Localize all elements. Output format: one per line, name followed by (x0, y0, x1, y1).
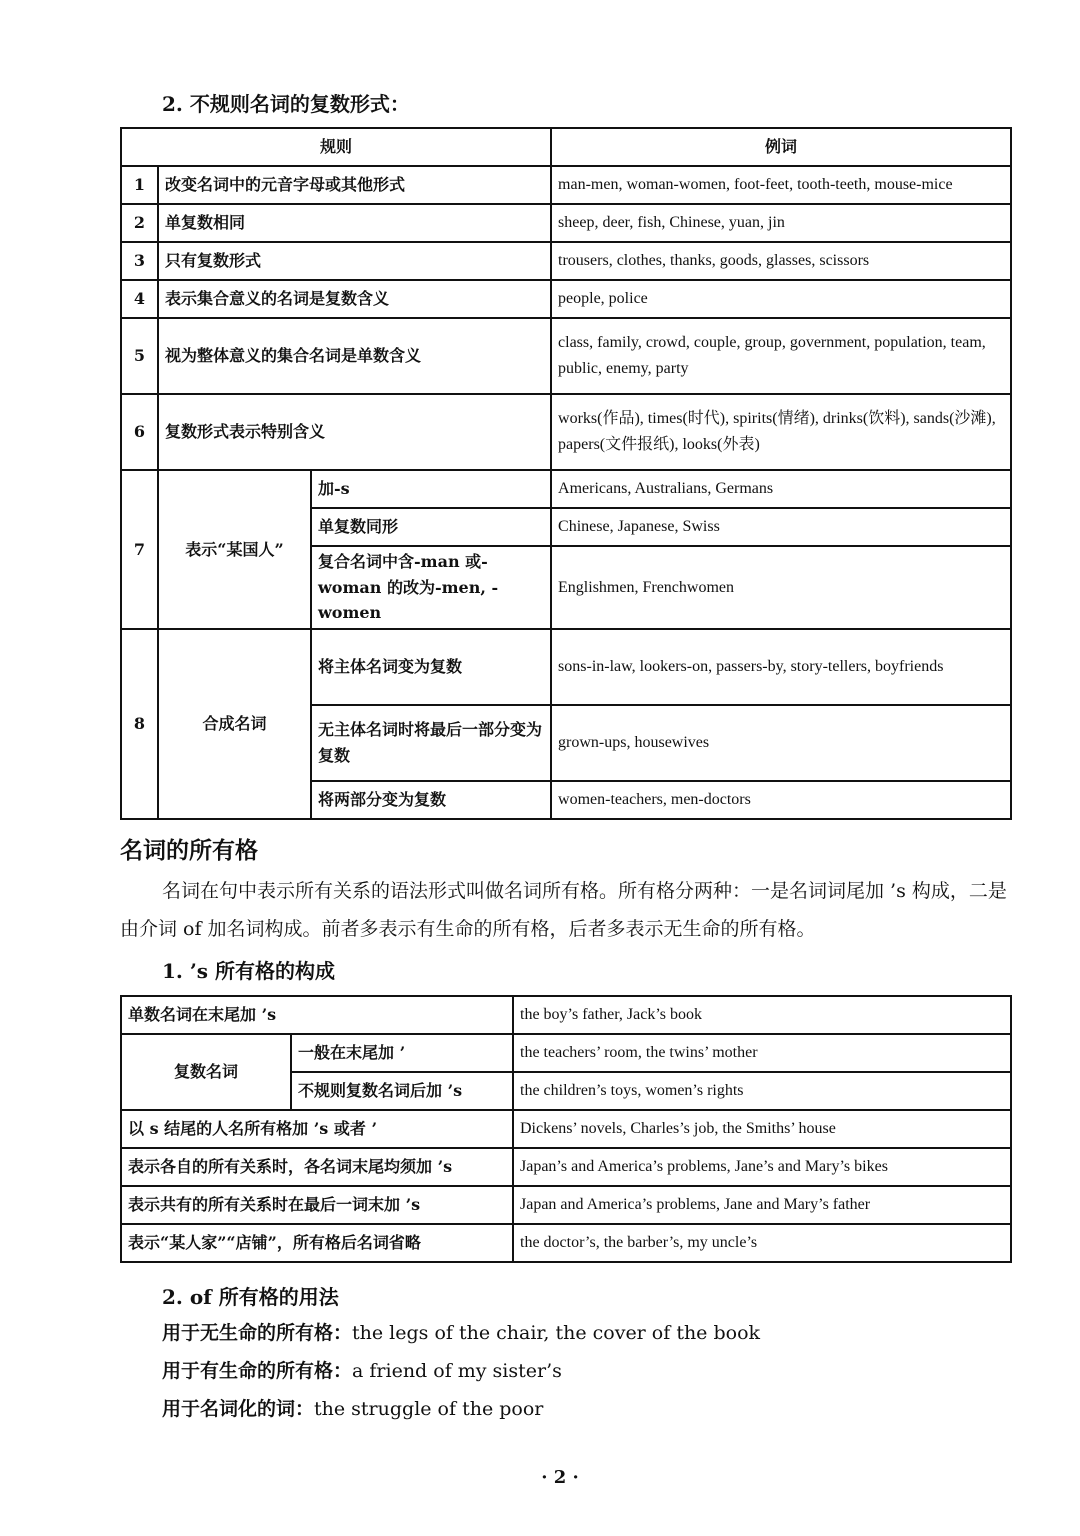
irregular-plurals-table (120, 127, 1012, 820)
examples-cell: the doctor’s, the barber’s, my uncle’s (513, 1224, 1011, 1262)
examples-cell: works(作品), times(时代), spirits(情绪), drinks(饮料), sands(沙滩), papers(文件报纸), looks(外表) (551, 394, 1011, 470)
subrule-cell: 单复数同形 (311, 508, 551, 546)
examples-cell: women-teachers, men-doctors (551, 781, 1011, 819)
plural-nouns-label: 复数名词 (121, 1034, 291, 1110)
examples-cell: sons-in-law, lookers-on, passers-by, story-tellers, boyfriends (551, 629, 1011, 705)
table-row (121, 204, 1011, 242)
rule-cell: 单数名词在末尾加 ’s (121, 996, 513, 1034)
usage-example: the struggle of the poor (314, 1398, 544, 1420)
examples-cell: grown-ups, housewives (551, 705, 1011, 781)
examples-cell: Englishmen, Frenchwomen (551, 546, 1011, 629)
header-rule: 规则 (121, 128, 551, 166)
table-row (121, 470, 1011, 508)
subrule-cell: 一般在末尾加 ’ (291, 1034, 513, 1072)
rule-cell: 表示各自的所有关系时，各名词末尾均须加 ’s (121, 1148, 513, 1186)
table-row (121, 1148, 1011, 1186)
rule-cell: 视为整体意义的集合名词是单数含义 (158, 318, 551, 394)
row-number: 2 (121, 204, 158, 242)
header-examples: 例词 (551, 128, 1011, 166)
subrule-cell: 将主体名词变为复数 (311, 629, 551, 705)
rule-cell: 改变名词中的元音字母或其他形式 (158, 166, 551, 204)
table-row (121, 1186, 1011, 1224)
examples-cell: people, police (551, 280, 1011, 318)
usage-example: a friend of my sister’s (352, 1360, 562, 1382)
row-number: 4 (121, 280, 158, 318)
examples-cell: the children’s toys, women’s rights (513, 1072, 1011, 1110)
rule-cell: 只有复数形式 (158, 242, 551, 280)
examples-cell: the boy’s father, Jack’s book (513, 996, 1011, 1034)
table-header-row (121, 128, 1011, 166)
rule-cell: 表示集合意义的名词是复数含义 (158, 280, 551, 318)
table-row (121, 629, 1011, 705)
subrule-cell: 加-s (311, 470, 551, 508)
possessive-heading: 名词的所有格 (120, 837, 258, 864)
table-row (121, 242, 1011, 280)
examples-cell: Dickens’ novels, Charles’s job, the Smiths’ house (513, 1110, 1011, 1148)
row-number: 5 (121, 318, 158, 394)
examples-cell: the teachers’ room, the twins’ mother (513, 1034, 1011, 1072)
table-row (121, 280, 1011, 318)
usage-example: the legs of the chair, the cover of the book (352, 1322, 761, 1344)
rule-cell: 表示共有的所有关系时在最后一词末加 ’s (121, 1186, 513, 1224)
rule-cell: 表示“某人家”“店铺”，所有格后名词省略 (121, 1224, 513, 1262)
possessive-table (120, 995, 1012, 1263)
rule-cell: 单复数相同 (158, 204, 551, 242)
row-number: 7 (121, 470, 158, 629)
rule-cell: 以 s 结尾的人名所有格加 ’s 或者 ’ (121, 1110, 513, 1148)
subrule-cell: 复合名词中含-man 或-woman 的改为-men, -women (311, 546, 551, 629)
table-row (121, 996, 1011, 1034)
usage-label: 用于名词化的词： (162, 1398, 315, 1420)
page-number: · 2 · (541, 1467, 579, 1488)
table-row (121, 1110, 1011, 1148)
examples-cell: man-men, woman-women, foot-feet, tooth-teeth, mouse-mice (551, 166, 1011, 204)
examples-cell: Japan’s and America’s problems, Jane’s and Mary’s bikes (513, 1148, 1011, 1186)
table-row (121, 318, 1011, 394)
examples-cell: sheep, deer, fish, Chinese, yuan, jin (551, 204, 1011, 242)
rule-cell: 合成名词 (158, 629, 311, 819)
rule-cell: 表示“某国人” (158, 470, 311, 629)
examples-cell: Chinese, Japanese, Swiss (551, 508, 1011, 546)
examples-cell: Japan and America’s problems, Jane and Mary’s father (513, 1186, 1011, 1224)
subrule-cell: 将两部分变为复数 (311, 781, 551, 819)
rule-cell: 复数形式表示特别含义 (158, 394, 551, 470)
section-title-irregular-plurals: 2. 不规则名词的复数形式： (162, 92, 410, 116)
examples-cell: trousers, clothes, thanks, goods, glasses, scissors (551, 242, 1011, 280)
table-row (121, 1034, 1011, 1072)
list-item (162, 1390, 543, 1428)
row-number: 1 (121, 166, 158, 204)
list-item (162, 1314, 760, 1352)
row-number: 3 (121, 242, 158, 280)
subsection-title-of-possessive: 2. of 所有格的用法 (162, 1285, 339, 1309)
possessive-intro-paragraph: 名词在句中表示所有关系的语法形式叫做名词所有格。所有格分两种：一是名词词尾加 ’s 构成，二是由介词 of 加名词构成。前者多表示有生命的所有格，后者多表示无生命的所有格。 (120, 880, 1007, 940)
examples-cell: Americans, Australians, Germans (551, 470, 1011, 508)
row-number: 6 (121, 394, 158, 470)
list-item (162, 1352, 562, 1390)
row-number: 8 (121, 629, 158, 819)
table-row (121, 166, 1011, 204)
examples-cell: class, family, crowd, couple, group, government, population, team, public, enemy, party (551, 318, 1011, 394)
subrule-cell: 无主体名词时将最后一部分变为复数 (311, 705, 551, 781)
subrule-cell: 不规则复数名词后加 ’s (291, 1072, 513, 1110)
usage-label: 用于有生命的所有格： (162, 1360, 353, 1382)
subsection-title-s-possessive: 1. ’s 所有格的构成 (162, 959, 336, 983)
table-row (121, 394, 1011, 470)
table-row (121, 1224, 1011, 1262)
usage-label: 用于无生命的所有格： (162, 1322, 353, 1344)
